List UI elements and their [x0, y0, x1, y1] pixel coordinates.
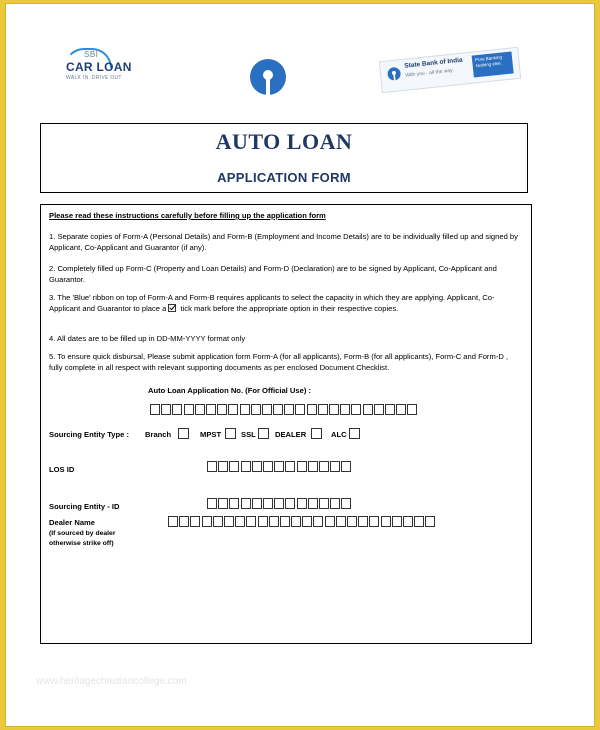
char-cell[interactable]: [263, 461, 273, 472]
char-cell[interactable]: [403, 516, 413, 527]
char-cell[interactable]: [240, 404, 250, 415]
char-cell[interactable]: [246, 516, 256, 527]
char-cell[interactable]: [202, 516, 212, 527]
instructions-heading: Please read these instructions carefully before filling up the application form: [49, 211, 326, 220]
instruction-3-text-b: tick mark before the appropriate option in their respective copies.: [180, 303, 399, 313]
char-cell[interactable]: [207, 498, 217, 509]
char-cell[interactable]: [195, 404, 205, 415]
char-cell[interactable]: [414, 516, 424, 527]
char-cell[interactable]: [207, 461, 217, 472]
char-cell[interactable]: [336, 516, 346, 527]
char-cell[interactable]: [285, 461, 295, 472]
instruction-2: 2. Completely filled up Form-C (Property and Loan Details) and Form-D (Declaration) are to be signed by Applicant, Co-Applicant and Guarantor.: [49, 264, 497, 284]
char-cell[interactable]: [284, 404, 294, 415]
instruction-3: [49, 293, 523, 314]
char-cell[interactable]: [392, 516, 402, 527]
option-ssl-label: SSL: [241, 430, 256, 439]
instruction-1: 1. Separate copies of Form-A (Personal Details) and Form-B (Employment and Income Details) are to be individually filled up and signed by Applicant, Co-Applicant and Guarantor (if any).: [49, 232, 518, 252]
char-cell[interactable]: [407, 404, 417, 415]
char-cell[interactable]: [168, 516, 178, 527]
char-cell[interactable]: [347, 516, 357, 527]
char-cell[interactable]: [252, 461, 262, 472]
char-cell[interactable]: [351, 404, 361, 415]
char-cell[interactable]: [229, 498, 239, 509]
char-cell[interactable]: [341, 461, 351, 472]
char-cell[interactable]: [330, 498, 340, 509]
option-dealer-label: DEALER: [275, 430, 307, 439]
char-cell[interactable]: [297, 461, 307, 472]
char-cell[interactable]: [318, 404, 328, 415]
option-alc-label: ALC: [331, 430, 347, 439]
char-cell[interactable]: [313, 516, 323, 527]
char-cell[interactable]: [224, 516, 234, 527]
char-cell[interactable]: [329, 404, 339, 415]
char-cell[interactable]: [190, 516, 200, 527]
form-title: AUTO LOAN: [215, 129, 353, 154]
sbi-logo-icon: [249, 58, 287, 96]
title-box: [40, 123, 528, 193]
form-body: [40, 204, 532, 644]
instruction-4: 4. All dates are to be filled up in DD-MM-YYYY format only: [49, 334, 246, 343]
dealer-name-input[interactable]: [168, 516, 437, 527]
char-cell[interactable]: [325, 516, 335, 527]
char-cell[interactable]: [381, 516, 391, 527]
app-no-input[interactable]: [150, 404, 419, 415]
char-cell[interactable]: [369, 516, 379, 527]
sbi-bank-name: State Bank of India: [403, 56, 463, 70]
char-cell[interactable]: [218, 461, 228, 472]
char-cell[interactable]: [274, 498, 284, 509]
char-cell[interactable]: [206, 404, 216, 415]
char-cell[interactable]: [374, 404, 384, 415]
char-cell[interactable]: [241, 498, 251, 509]
char-cell[interactable]: [172, 404, 182, 415]
option-branch-checkbox[interactable]: [178, 428, 189, 439]
option-mpst-checkbox[interactable]: [225, 428, 236, 439]
option-alc-checkbox[interactable]: [349, 428, 360, 439]
char-cell[interactable]: [363, 404, 373, 415]
form-subtitle: APPLICATION FORM: [217, 170, 351, 185]
sbi-slogan-box: Pure Banking Nothing else.: [472, 51, 514, 77]
char-cell[interactable]: [235, 516, 245, 527]
char-cell[interactable]: [280, 516, 290, 527]
char-cell[interactable]: [213, 516, 223, 527]
char-cell[interactable]: [241, 461, 251, 472]
char-cell[interactable]: [385, 404, 395, 415]
watermark: www.heritagechristiancollege.com: [36, 676, 187, 687]
char-cell[interactable]: [425, 516, 435, 527]
char-cell[interactable]: [308, 498, 318, 509]
option-mpst-label: MPST: [200, 430, 222, 439]
char-cell[interactable]: [340, 404, 350, 415]
sourcing-id-label: Sourcing Entity - ID: [49, 502, 120, 511]
char-cell[interactable]: [252, 498, 262, 509]
los-id-input[interactable]: [207, 461, 352, 472]
instruction-3-text-a: 3. The 'Blue' ribbon on top of Form-A and Form-B requires applicants to select the capacity in which they are applying. Applicant, Co-Applicant and Guarantor to place a: [49, 293, 495, 313]
car-loan-logo: [54, 46, 136, 90]
char-cell[interactable]: [274, 461, 284, 472]
dealer-note-2: otherwise strike off): [49, 540, 114, 547]
car-loan-brand: SBI: [84, 50, 99, 59]
dealer-note-1: (If sourced by dealer: [49, 530, 116, 537]
option-branch-label: Branch: [145, 430, 172, 439]
char-cell[interactable]: [358, 516, 368, 527]
char-cell[interactable]: [291, 516, 301, 527]
char-cell[interactable]: [262, 404, 272, 415]
char-cell[interactable]: [273, 404, 283, 415]
sbi-bank-tagline: With you - all the way: [405, 67, 453, 79]
tick-mark-icon: [168, 304, 176, 312]
char-cell[interactable]: [319, 498, 329, 509]
char-cell[interactable]: [285, 498, 295, 509]
sourcing-type-label: Sourcing Entity Type :: [49, 430, 130, 439]
option-ssl-checkbox[interactable]: [258, 428, 269, 439]
char-cell[interactable]: [308, 461, 318, 472]
sbi-mini-logo-icon: [386, 66, 401, 81]
char-cell[interactable]: [258, 516, 268, 527]
char-cell[interactable]: [218, 498, 228, 509]
char-cell[interactable]: [251, 404, 261, 415]
char-cell[interactable]: [150, 404, 160, 415]
char-cell[interactable]: [302, 516, 312, 527]
los-id-label: LOS ID: [49, 465, 75, 474]
char-cell[interactable]: [319, 461, 329, 472]
char-cell[interactable]: [229, 461, 239, 472]
char-cell[interactable]: [228, 404, 238, 415]
dealer-name-label: Dealer Name: [49, 518, 96, 527]
char-cell[interactable]: [269, 516, 279, 527]
char-cell[interactable]: [297, 498, 307, 509]
char-cell[interactable]: [396, 404, 406, 415]
car-loan-tagline: WALK IN. DRIVE OUT: [66, 75, 122, 81]
char-cell[interactable]: [341, 498, 351, 509]
char-cell[interactable]: [295, 404, 305, 415]
char-cell[interactable]: [184, 404, 194, 415]
char-cell[interactable]: [263, 498, 273, 509]
car-loan-name: CAR LOAN: [66, 60, 132, 74]
char-cell[interactable]: [217, 404, 227, 415]
char-cell[interactable]: [161, 404, 171, 415]
sourcing-id-input[interactable]: [207, 498, 352, 509]
char-cell[interactable]: [307, 404, 317, 415]
instruction-5: 5. To ensure quick disbursal, Please submit application form Form-A (for all applicants), Form-B (for all applicants), Form-C and Form-D , fully complete in all respect with relevant supporting documents as per enclosed Document Checklist.: [49, 352, 509, 372]
char-cell[interactable]: [330, 461, 340, 472]
app-no-label: Auto Loan Application No. (For Official Use) :: [148, 386, 311, 395]
option-dealer-checkbox[interactable]: [311, 428, 322, 439]
char-cell[interactable]: [179, 516, 189, 527]
